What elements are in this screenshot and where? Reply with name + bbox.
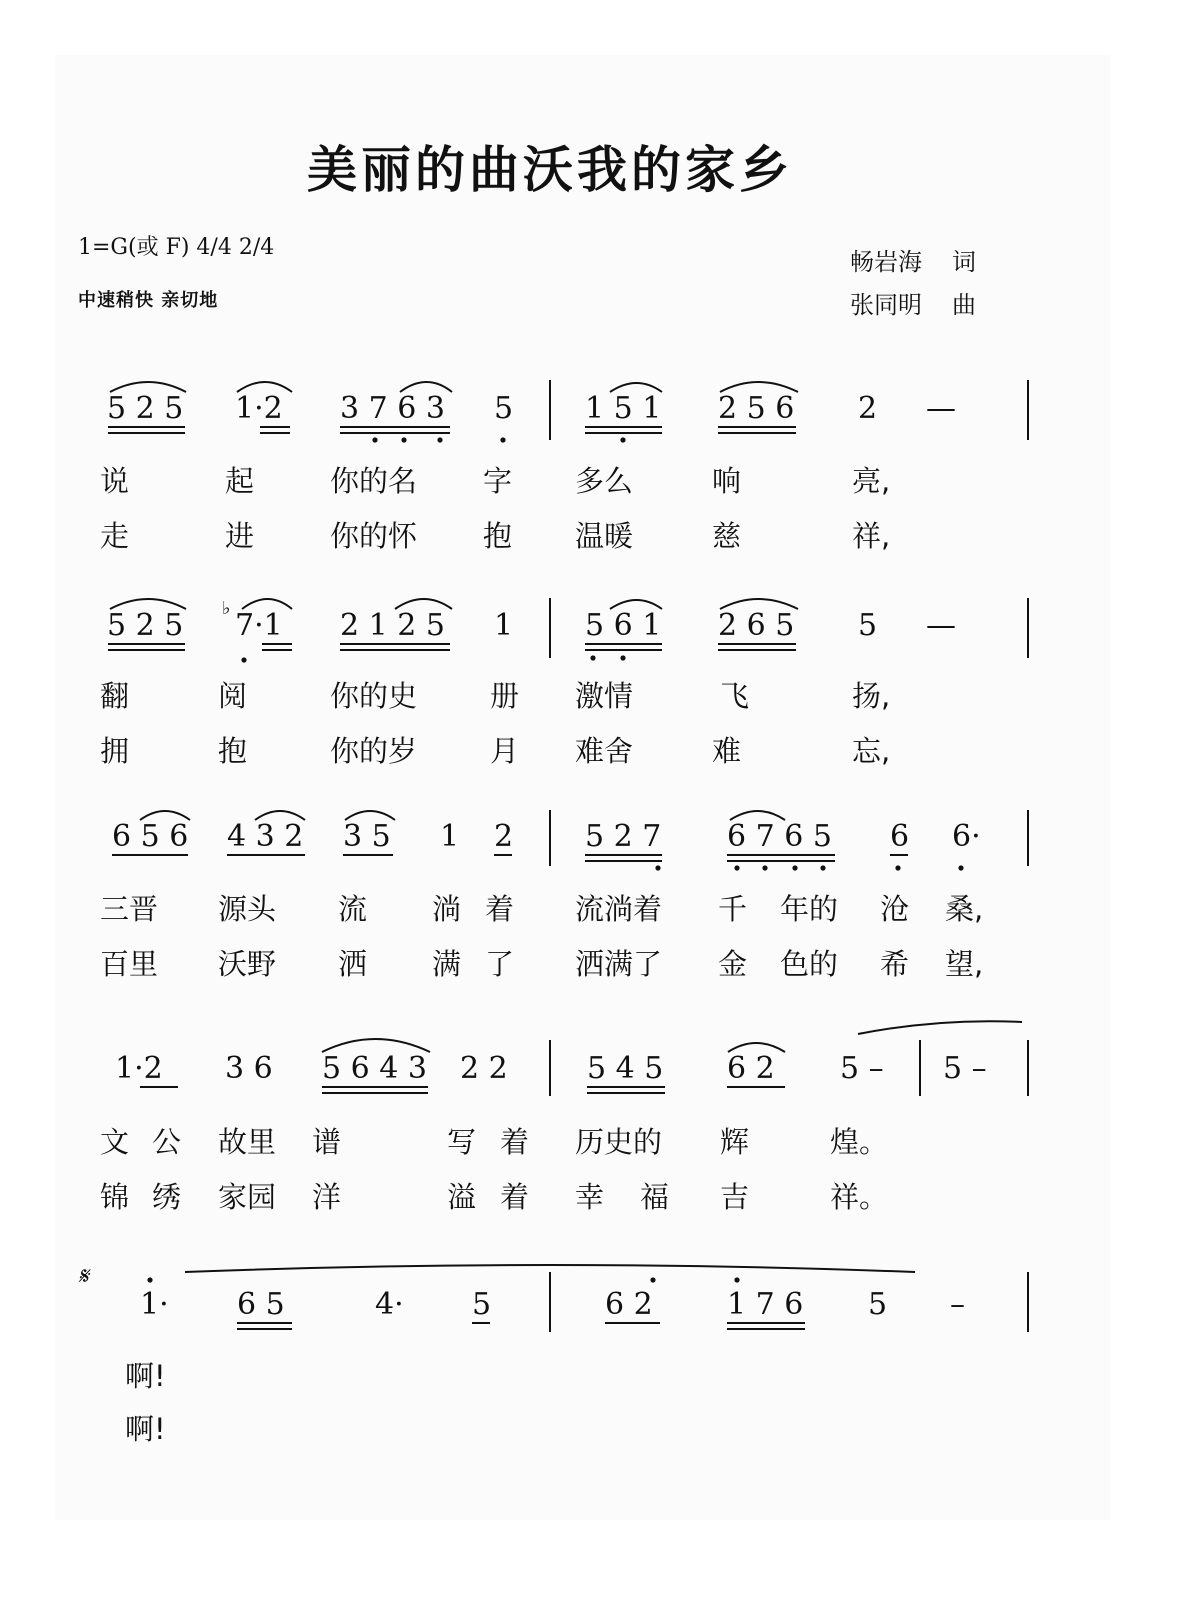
lyric: 祥,	[852, 519, 891, 553]
lyric: 洒	[338, 947, 368, 981]
lyric: 满	[432, 947, 462, 981]
lyric: 说	[100, 464, 130, 498]
lyric: 福	[640, 1180, 670, 1214]
lyric: 希	[880, 947, 910, 981]
note-group: 1	[494, 608, 514, 643]
note-group: 4 3 2	[227, 819, 304, 854]
lyric: 洋	[312, 1180, 342, 1214]
slur	[395, 599, 452, 609]
lyric: 翻	[100, 679, 130, 713]
lyric: 淌	[432, 892, 462, 926]
note-group: 1 5 1	[585, 391, 662, 426]
lyric: 家园	[218, 1180, 277, 1214]
lyric: 多么	[575, 464, 634, 498]
note-group: 4·	[375, 1287, 404, 1322]
lyric: 温暖	[575, 519, 634, 553]
key-signature: 1=G(或 F) 4/4 2/4	[78, 235, 275, 260]
song-title: 美丽的曲沃我的家乡	[307, 141, 793, 199]
slur	[110, 382, 186, 392]
lyric: 册	[490, 679, 520, 713]
segno-sign: 𝄋	[78, 1262, 89, 1290]
slur	[720, 599, 798, 609]
note-group: 1 7 6	[727, 1287, 804, 1322]
lyricist-name: 畅岩海	[850, 248, 922, 276]
lyric: 千	[718, 892, 748, 926]
slur	[610, 383, 662, 392]
lyric: 文	[100, 1125, 130, 1159]
lyric: 你的怀	[330, 519, 418, 553]
note-group: 3 6	[225, 1051, 273, 1086]
lyric: 扬,	[852, 679, 891, 713]
lyric: 进	[225, 519, 255, 553]
note-group: 1·2	[235, 391, 283, 426]
lyric: 锦	[100, 1180, 130, 1214]
note-group: 5	[858, 608, 878, 643]
lyric: 幸	[575, 1180, 605, 1214]
lyric: 金	[718, 947, 748, 981]
note-group: 5 6 1	[585, 608, 662, 643]
note-group: 5 4 5	[587, 1051, 664, 1086]
lyric: 写	[447, 1125, 477, 1159]
composer-name: 张同明	[850, 291, 922, 319]
slur	[400, 382, 452, 392]
lyric: 你的史	[330, 679, 418, 713]
note-group: 2 2	[460, 1051, 508, 1086]
lyric: 流淌着	[575, 892, 663, 926]
lyric: 抱	[483, 519, 513, 553]
lyric: 着	[485, 892, 515, 926]
slur	[720, 382, 798, 392]
note-group: 6	[890, 819, 910, 854]
lyricist-role: 词	[952, 248, 976, 276]
lyric: 难舍	[575, 734, 634, 768]
note-group: 5 6 4 3	[322, 1051, 427, 1086]
lyric: 阅	[218, 679, 248, 713]
note-group: 6·	[952, 819, 981, 854]
note-group: 2	[858, 391, 878, 426]
note-group: 2 6 5	[718, 608, 795, 643]
note-group: 5	[472, 1287, 492, 1322]
lyric: 沃野	[218, 947, 277, 981]
lyric: 抱	[218, 734, 248, 768]
slur	[242, 599, 292, 609]
slur	[322, 1039, 430, 1052]
lyric: 慈	[712, 519, 742, 553]
lyric: 源头	[218, 892, 277, 926]
note-group: 1	[440, 819, 460, 854]
note-group: 5 2 7	[585, 819, 662, 854]
lyric: 飞	[720, 679, 750, 713]
slur	[237, 382, 292, 392]
slur	[610, 600, 662, 609]
note-group: —	[926, 608, 956, 643]
lyric: 啊!	[125, 1412, 166, 1446]
lyric: 着	[500, 1180, 530, 1214]
lyric: 望,	[945, 947, 984, 981]
slur	[728, 1043, 785, 1052]
lyric: 你的名	[330, 464, 418, 498]
slur	[140, 811, 190, 820]
slur	[110, 599, 186, 609]
lyric: 溢	[447, 1180, 477, 1214]
lyric: 沧	[880, 892, 910, 926]
lyric: 谱	[312, 1125, 342, 1159]
lyric: 月	[490, 734, 520, 768]
slur	[255, 811, 305, 820]
lyric: 绣	[152, 1180, 182, 1214]
lyric: 响	[712, 464, 742, 498]
lyric: 历史的	[575, 1125, 663, 1159]
note-group: 2 5 6	[718, 391, 795, 426]
lyric: 故里	[218, 1125, 277, 1159]
lyric: 激情	[575, 679, 634, 713]
lyric: 祥。	[830, 1180, 889, 1214]
lyric: 吉	[720, 1180, 750, 1214]
lyric: 啊!	[125, 1359, 166, 1393]
note-group: 3 7 6 3	[340, 391, 445, 426]
lyric: 亮,	[852, 464, 891, 498]
lyric: 煌。	[830, 1125, 889, 1159]
composer-role: 曲	[952, 291, 976, 319]
lyric: 起	[225, 464, 255, 498]
note-group: –	[950, 1287, 965, 1322]
lyric: 辉	[720, 1125, 750, 1159]
note-group: 6 7 6 5	[727, 819, 832, 854]
tie	[858, 1021, 1022, 1034]
tempo-marking: 中速稍快 亲切地	[78, 290, 219, 311]
note-group: 6 5	[237, 1287, 285, 1322]
beam-lines	[108, 427, 908, 1329]
lyric: 拥	[100, 734, 130, 768]
note-group: —	[926, 391, 956, 426]
lyric: 字	[483, 464, 513, 498]
note-group: 6 5 6	[112, 819, 189, 854]
slur	[345, 811, 395, 820]
slur	[185, 1265, 915, 1272]
lyric: 忘,	[852, 734, 891, 768]
note-group: 6 2	[727, 1051, 775, 1086]
lyric: 桑,	[945, 892, 984, 926]
lyric: 流	[338, 892, 368, 926]
lyric: 公	[152, 1125, 182, 1159]
lyric: 走	[100, 519, 130, 553]
note-group: 3 5	[343, 819, 391, 854]
octave-dots	[147, 437, 963, 1282]
note-group: 1·2	[115, 1051, 163, 1086]
lyric: 难	[712, 734, 742, 768]
note-group: 5 –	[943, 1051, 987, 1086]
lyric: 着	[500, 1125, 530, 1159]
lyric: 你的岁	[330, 734, 418, 768]
note-group: 2 1 2 5	[340, 608, 445, 643]
lyric: 三晋	[100, 892, 159, 926]
note-group: 6 2	[605, 1287, 653, 1322]
note-group: 5	[868, 1287, 888, 1322]
lyric: 年的	[780, 892, 839, 926]
note-group: 1·	[140, 1287, 169, 1322]
lyric: 百里	[100, 947, 159, 981]
note-group: 5 –	[840, 1051, 884, 1086]
lyric: 色的	[780, 947, 839, 981]
note-group: 5 2 5	[107, 391, 184, 426]
note-group: 2	[494, 819, 514, 854]
note-group: 7·1	[235, 608, 283, 643]
flat-sign: ♭	[222, 598, 231, 619]
lyric: 洒满了	[575, 947, 663, 981]
note-group: 5 2 5	[107, 608, 184, 643]
lyric: 了	[485, 947, 515, 981]
slur	[730, 811, 785, 820]
note-group: 5	[494, 391, 514, 426]
